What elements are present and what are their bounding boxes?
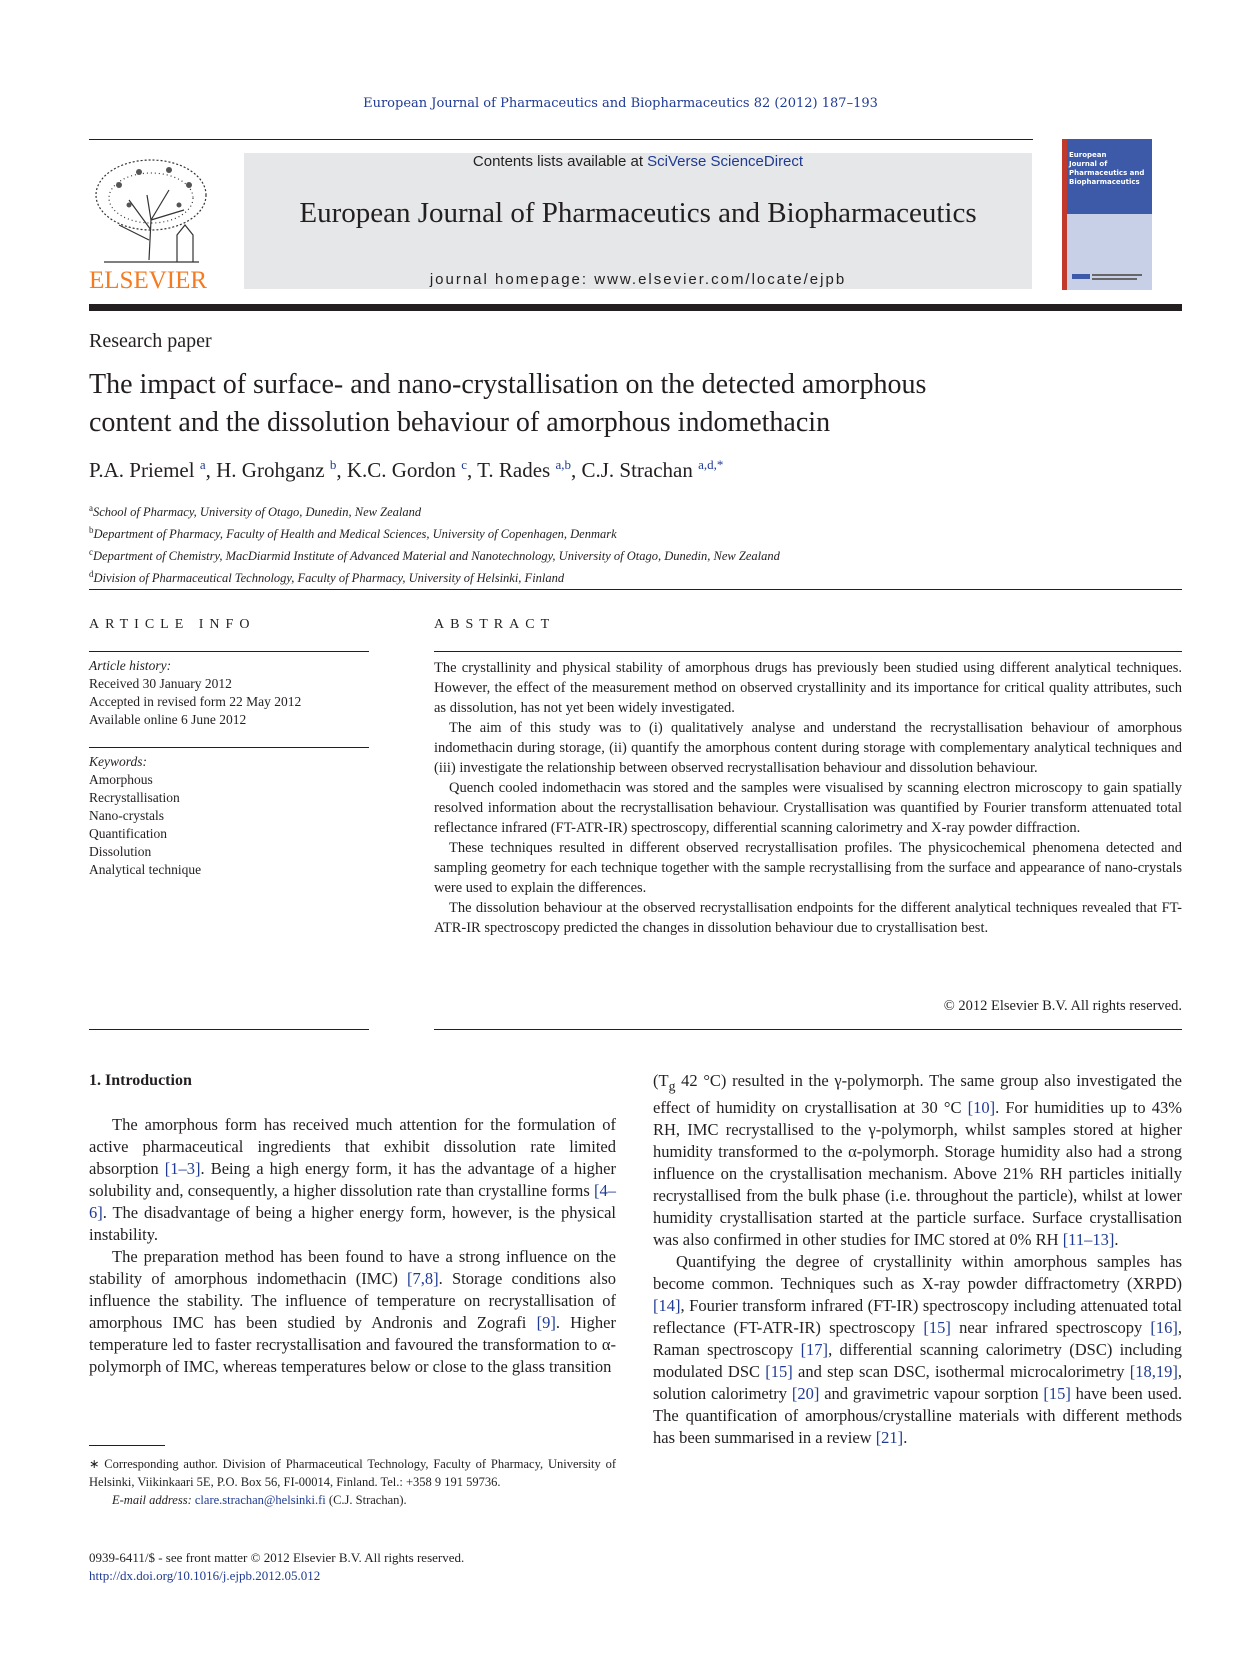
author-name[interactable]: K.C. Gordon (346, 458, 462, 482)
citation-link[interactable]: [21] (875, 1428, 904, 1448)
abstract-heading: ABSTRACT (434, 617, 556, 632)
paragraph-text: and gravimetric vapour sorption (819, 1384, 1044, 1404)
footnote-email-line (89, 1491, 616, 1509)
citation-link[interactable]: [1–3] (164, 1159, 201, 1178)
affiliation-text: Department of Pharmacy, Faculty of Health and Medical Sciences, University of Copenhagen, Denmark (93, 527, 617, 542)
paragraph-text: 42 °C) resulted in the γ-polymorph. The same group also investigated the effect of humidity on crystallisation at 30 °C (653, 1071, 1182, 1118)
issn-line: 0939-6411/$ - see front matter © 2012 Elsevier B.V. All rights reserved. (89, 1550, 465, 1565)
footnote-text: ∗ Corresponding author. Division of Pharmaceutical Technology, Faculty of Pharmacy, University of Helsinki, Viikinkaari 5E, P.O. Box 56, FI-00014, Finland. Tel.: +358 9 191 59736. (89, 1457, 616, 1489)
affiliation-label: c (89, 547, 93, 558)
footnote-rule (89, 1445, 165, 1446)
journal-cover-thumbnail[interactable] (1062, 139, 1152, 290)
abstract-paragraph: The crystallinity and physical stability of amorphous drugs has previously been studied using different analytical techniques. However, the effect of the measurement method on observed crystallinity and its importance for critical quality attributes, such as dissolution, has not yet been widely investigated. (434, 660, 1182, 716)
keywords-label: Keywords: (89, 754, 147, 769)
cover-title-line-2: Journal of (1069, 160, 1108, 168)
author-name[interactable]: T. Rades (477, 458, 556, 482)
journal-cover-image (1062, 139, 1152, 290)
affiliation-text: Division of Pharmaceutical Technology, Faculty of Pharmacy, University of Helsinki, Finland (93, 571, 565, 586)
corresponding-author-footnote (89, 1455, 616, 1509)
abstract-paragraph: The aim of this study was to (i) qualitatively analyse and understand the recrystallisation behaviour of amorphous indomethacin during storage, (ii) quantify the amorphous content during storage with complementary analytical techniques and (iii) investigate the relationship between observed recrystallisation behaviour and dissolution behaviour. (434, 720, 1182, 776)
article-info-heading: ARTICLE INFO (89, 617, 256, 632)
citation-link[interactable]: [20] (791, 1384, 820, 1404)
paragraph-text: Quantifying the degree of crystallinity within amorphous samples has become common. Techniques such as X-ray powder diffractometry (XRPD) (653, 1252, 1182, 1294)
contents-line (244, 153, 1032, 170)
affiliation-item (89, 565, 780, 587)
citation-link[interactable]: [15] (765, 1362, 793, 1382)
publication-info (89, 1549, 464, 1585)
author-list (89, 457, 723, 483)
citation-link[interactable]: [16] (1150, 1318, 1178, 1338)
paragraph-text: The preparation method has been found to have a strong influence on the stability of amorphous indomethacin (IMC) (89, 1247, 616, 1288)
author-separator: , (336, 458, 347, 482)
citation-link[interactable]: [10] (967, 1098, 996, 1118)
body-column-left (89, 1114, 616, 1378)
article-title-line-2: content and the dissolution behaviour of amorphous indomethacin (89, 407, 831, 438)
accepted-date: Accepted in revised form 22 May 2012 (89, 694, 302, 709)
abstract-body (434, 658, 1182, 938)
abstract-paragraph: These techniques resulted in different observed recrystallisation profiles. The physicochemical phenomena detected and sampling geometry for each technique together with the sample recrystallising from the surface and appearance of nano-crystals were used to explain the differences. (434, 840, 1182, 896)
article-info-divider (89, 747, 369, 748)
body-paragraph (653, 1070, 1182, 1251)
glass-transition-subscript: g (668, 1078, 676, 1094)
citation-link[interactable]: [9] (536, 1313, 556, 1332)
keyword-item: Dissolution (89, 844, 152, 859)
paragraph-text: , Raman spectroscopy (653, 1318, 1183, 1360)
paragraph-text: near infrared spectroscopy (950, 1318, 1151, 1338)
abstract-divider (434, 1029, 1182, 1030)
affiliation-item (89, 521, 780, 543)
affiliation-item (89, 499, 780, 521)
affiliation-item (89, 543, 780, 565)
section-heading-introduction: 1. Introduction (89, 1072, 192, 1089)
article-type: Research paper (89, 330, 212, 352)
body-column-right (653, 1070, 1182, 1449)
header-divider (89, 139, 1033, 140)
author-name[interactable]: C.J. Strachan (581, 458, 699, 482)
paragraph-text: . The disadvantage of being a higher energy form, however, is the physical instability. (89, 1203, 616, 1244)
keyword-item: Analytical technique (89, 862, 202, 877)
sciencedirect-link[interactable]: SciVerse ScienceDirect (647, 153, 804, 170)
abstract-paragraph: The dissolution behaviour at the observed recrystallisation endpoints for the different analytical techniques revealed that FT-ATR-IR spectroscopy predicted the changes in dissolution behaviour due to crystallisation best. (434, 900, 1182, 936)
body-paragraph (89, 1114, 616, 1246)
author-affiliation-ref[interactable]: a (199, 457, 206, 472)
paragraph-text: , differential scanning calorimetry (DSC) including modulated DSC (653, 1340, 1182, 1382)
citation-link[interactable]: [11–13] (1062, 1230, 1115, 1250)
email-link[interactable]: clare.strachan@helsinki.fi (194, 1493, 326, 1507)
citation-link[interactable]: [14] (653, 1296, 681, 1316)
section-divider (89, 589, 1182, 590)
paragraph-text: . (903, 1428, 908, 1448)
article-info-divider (89, 1029, 369, 1030)
author-affiliation-ref[interactable]: a,d,* (698, 457, 724, 472)
header-thick-rule (89, 304, 1182, 311)
citation-link[interactable]: [15] (923, 1318, 951, 1338)
body-paragraph (653, 1251, 1182, 1449)
affiliation-label: a (89, 503, 93, 513)
author-name[interactable]: P.A. Priemel (89, 458, 200, 482)
doi-link[interactable]: http://dx.doi.org/10.1016/j.ejpb.2012.05.012 (89, 1568, 321, 1583)
keyword-item: Nano-crystals (89, 808, 164, 823)
elsevier-tree-icon (89, 150, 221, 294)
email-label: E-mail address: (112, 1493, 195, 1507)
affiliation-label: d (89, 569, 94, 580)
abstract-divider (434, 651, 1182, 652)
author-name[interactable]: H. Grohganz (216, 458, 330, 482)
citation-link[interactable]: [17] (800, 1340, 829, 1360)
author-affiliation-ref[interactable]: a,b (555, 457, 571, 472)
paragraph-text: and step scan DSC, isothermal microcalorimetry (792, 1362, 1130, 1382)
keyword-item: Amorphous (89, 772, 153, 787)
article-history-label: Article history: (89, 658, 172, 673)
author-separator: , (205, 458, 217, 482)
citation-link[interactable]: [4–6] (89, 1181, 616, 1222)
journal-citation[interactable]: European Journal of Pharmaceutics and Biopharmaceutics 82 (2012) 187–193 (363, 96, 878, 111)
received-date: Received 30 January 2012 (89, 676, 232, 691)
keyword-item: Recrystallisation (89, 790, 180, 805)
keyword-item: Quantification (89, 826, 167, 841)
abstract-copyright: © 2012 Elsevier B.V. All rights reserved. (943, 998, 1182, 1014)
paragraph-text: . Higher temperature led to faster recrystallisation and favoured the transformation to α-polymorph of IMC, whereas temperatures below or close to the glass transition (89, 1313, 616, 1376)
paragraph-text: . For humidities up to 43% RH, IMC recrystallised to the γ-polymorph, whilst samples stored at higher humidity transformed to the α-polymorph. Storage humidity also had a strong influence on the crystallisation mechanism. Above 21% RH particles initially recrystallised from the bulk phase (i.e. throughout the particle), whilst at lower humidity crystallisation started at the particle surface. Surface crystallisation was also confirmed in other studies for IMC stored at 0% RH (653, 1098, 1182, 1250)
paragraph-text: The amorphous form has received much attention for the formulation of active pharmaceutical ingredients that exhibit dissolution rate limited absorption (89, 1115, 616, 1178)
paragraph-text: (T (653, 1071, 669, 1090)
author-affiliation-ref[interactable]: c (461, 457, 467, 472)
article-title (89, 366, 1182, 442)
email-suffix: (C.J. Strachan). (325, 1493, 407, 1507)
article-history (89, 657, 369, 729)
citation-link[interactable]: [7,8] (407, 1269, 439, 1288)
cover-title-line-1: European (1069, 151, 1107, 159)
journal-title: European Journal of Pharmaceutics and Biopharmaceutics (299, 197, 977, 229)
author-affiliation-ref[interactable]: b (329, 457, 337, 472)
abstract-paragraph: Quench cooled indomethacin was stored and the samples were visualised by scanning electron microscopy to gain spatially resolved information about the recrystallisation behaviour. Crystallisation was quantified by Fourier transform attenuated total reflectance infrared (FT-ATR-IR) spectroscopy, differential scanning calorimetry and X-ray powder diffraction. (434, 780, 1182, 836)
keywords-block (89, 753, 369, 879)
paragraph-text: . Storage conditions also influence the stability. The influence of temperature on recrystallisation of amorphous IMC has been studied by Andronis and Zografi (89, 1269, 617, 1332)
affiliation-text: Department of Chemistry, MacDiarmid Institute of Advanced Material and Nanotechnology, University of Otago, Dunedin, New Zealand (93, 549, 780, 564)
journal-homepage-link[interactable]: journal homepage: www.elsevier.com/locate/ejpb (429, 271, 847, 288)
contents-prefix: Contents lists available at (472, 153, 648, 170)
paragraph-text: , solution calorimetry (653, 1362, 1182, 1404)
paragraph-text: , Fourier transform infrared (FT-IR) spectroscopy including attenuated total reflectance (FT-ATR-IR) spectroscopy (653, 1296, 1182, 1338)
author-separator: , (466, 458, 478, 482)
paragraph-text: . (1114, 1230, 1119, 1250)
paragraph-text: . Being a high energy form, it has the advantage of a higher solubility and, consequently, a higher dissolution rate than crystalline forms (89, 1159, 616, 1200)
elsevier-logo (89, 150, 221, 294)
body-paragraph (89, 1246, 616, 1378)
cover-title-line-3: Pharmaceutics and (1069, 169, 1145, 177)
elsevier-wordmark: ELSEVIER (89, 267, 208, 294)
cover-title-line-4: Biopharmaceutics (1069, 178, 1140, 186)
paragraph-text: have been used. The quantification of amorphous/crystalline materials with different methods has been summarised in a review (653, 1384, 1182, 1448)
affiliation-label: b (89, 525, 94, 536)
article-info-divider (89, 651, 369, 652)
article-title-line-1: The impact of surface- and nano-crystallisation on the detected amorphous (89, 369, 927, 400)
citation-link[interactable]: [18,19] (1129, 1362, 1178, 1382)
author-separator: , (570, 458, 582, 482)
affiliation-text: School of Pharmacy, University of Otago, Dunedin, New Zealand (93, 505, 422, 520)
online-date: Available online 6 June 2012 (89, 712, 247, 727)
affiliation-list (89, 499, 780, 588)
citation-link[interactable]: [15] (1043, 1384, 1071, 1404)
